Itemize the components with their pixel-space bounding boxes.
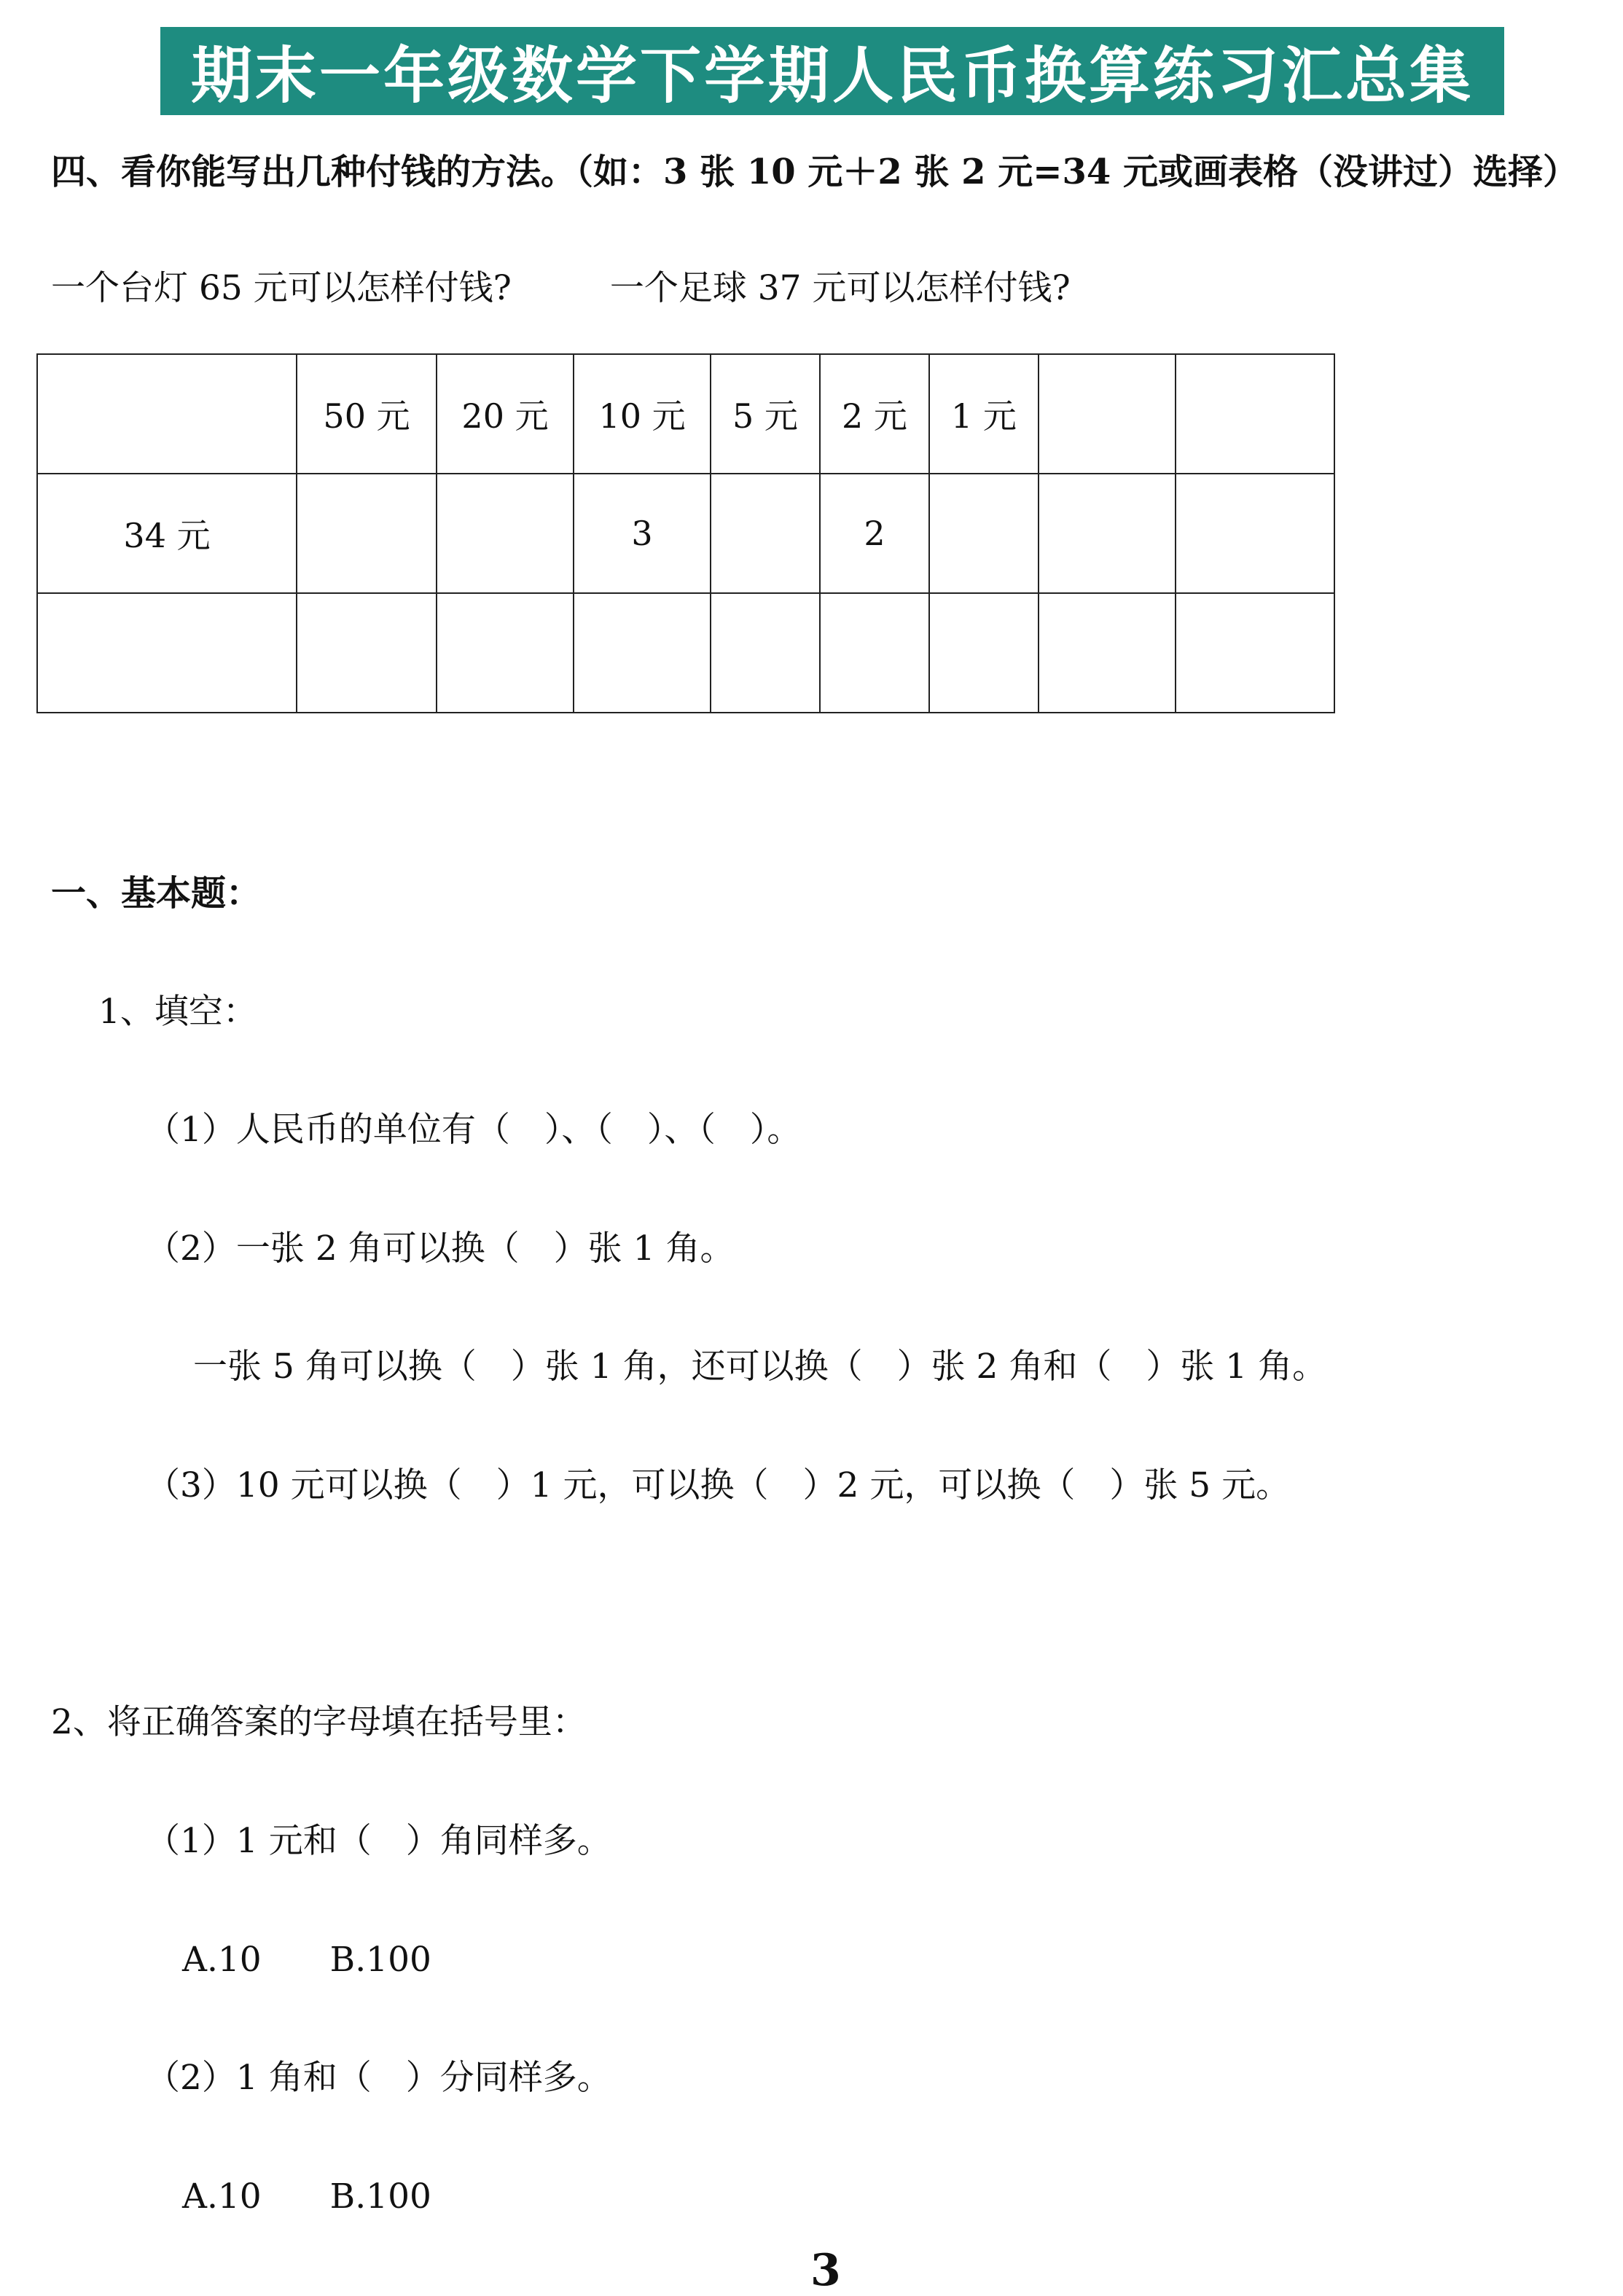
table-cell[interactable]: 20 元: [437, 354, 574, 474]
table-cell[interactable]: [1176, 474, 1334, 593]
table-cell[interactable]: 5 元: [711, 354, 820, 474]
table-cell[interactable]: [574, 593, 711, 713]
q2-1: （1）1 元和（ ）角同样多。: [146, 1821, 611, 1861]
q2-label: 2、将正确答案的字母填在括号里：: [51, 1702, 587, 1742]
table-cell[interactable]: [37, 354, 297, 474]
table-cell[interactable]: [711, 593, 820, 713]
table-cell[interactable]: [1039, 593, 1176, 713]
table-cell[interactable]: 50 元: [297, 354, 437, 474]
table-row: [37, 593, 1334, 713]
page-title: 期末一年级数学下学期人民币换算练习汇总集: [190, 39, 1474, 111]
table-header-row: [37, 354, 1334, 474]
table-cell[interactable]: [37, 593, 297, 713]
q1-2b: 一张 5 角可以换（ ）张 1 角，还可以换（ ）张 2 角和（ ）张 1 角。: [193, 1347, 1327, 1387]
table-cell[interactable]: [1176, 354, 1334, 474]
q1-1: （1）人民币的单位有（ ）、（ ）、（ ）。: [146, 1110, 802, 1150]
table-cell[interactable]: [437, 474, 574, 593]
table-cell[interactable]: 2: [820, 474, 929, 593]
q2-1-options: A.10 B.100: [182, 1940, 431, 1980]
table-row: [37, 474, 1334, 593]
q1-2a: （2）一张 2 角可以换（ ）张 1 角。: [146, 1229, 735, 1269]
table-cell[interactable]: [437, 593, 574, 713]
question-row: [51, 268, 1071, 308]
title-banner: [160, 27, 1504, 115]
page-number: 3: [810, 2245, 841, 2296]
section4-heading: 四、看你能写出几种付钱的方法。（如：3 张 10 元＋2 张 2 元=34 元或画表格（没讲过）选择）: [51, 152, 1578, 192]
q2-2-options: A.10 B.100: [182, 2177, 431, 2217]
q1-label: 1、填空：: [98, 992, 257, 1032]
table-cell[interactable]: [1039, 354, 1176, 474]
question-ball: 一个足球 37 元可以怎样付钱?: [609, 268, 1071, 308]
payment-table: [36, 353, 1335, 713]
q2-2: （2）1 角和（ ）分同样多。: [146, 2058, 611, 2098]
section1-heading: 一、基本题：: [51, 873, 262, 914]
table-cell[interactable]: [297, 474, 437, 593]
table-cell[interactable]: [820, 593, 929, 713]
table-cell[interactable]: 10 元: [574, 354, 711, 474]
table-cell[interactable]: 1 元: [929, 354, 1039, 474]
table-cell[interactable]: [929, 593, 1039, 713]
table-cell[interactable]: [1039, 474, 1176, 593]
table-cell[interactable]: [711, 474, 820, 593]
table-cell[interactable]: [1176, 593, 1334, 713]
question-lamp: 一个台灯 65 元可以怎样付钱?: [51, 268, 512, 308]
table-cell[interactable]: [297, 593, 437, 713]
q1-3: （3）10 元可以换（ ）1 元，可以换（ ）2 元，可以换（ ）张 5 元。: [146, 1465, 1291, 1505]
table-cell[interactable]: 34 元: [37, 474, 297, 593]
table-cell[interactable]: [929, 474, 1039, 593]
table-cell[interactable]: 2 元: [820, 354, 929, 474]
table-cell[interactable]: 3: [574, 474, 711, 593]
